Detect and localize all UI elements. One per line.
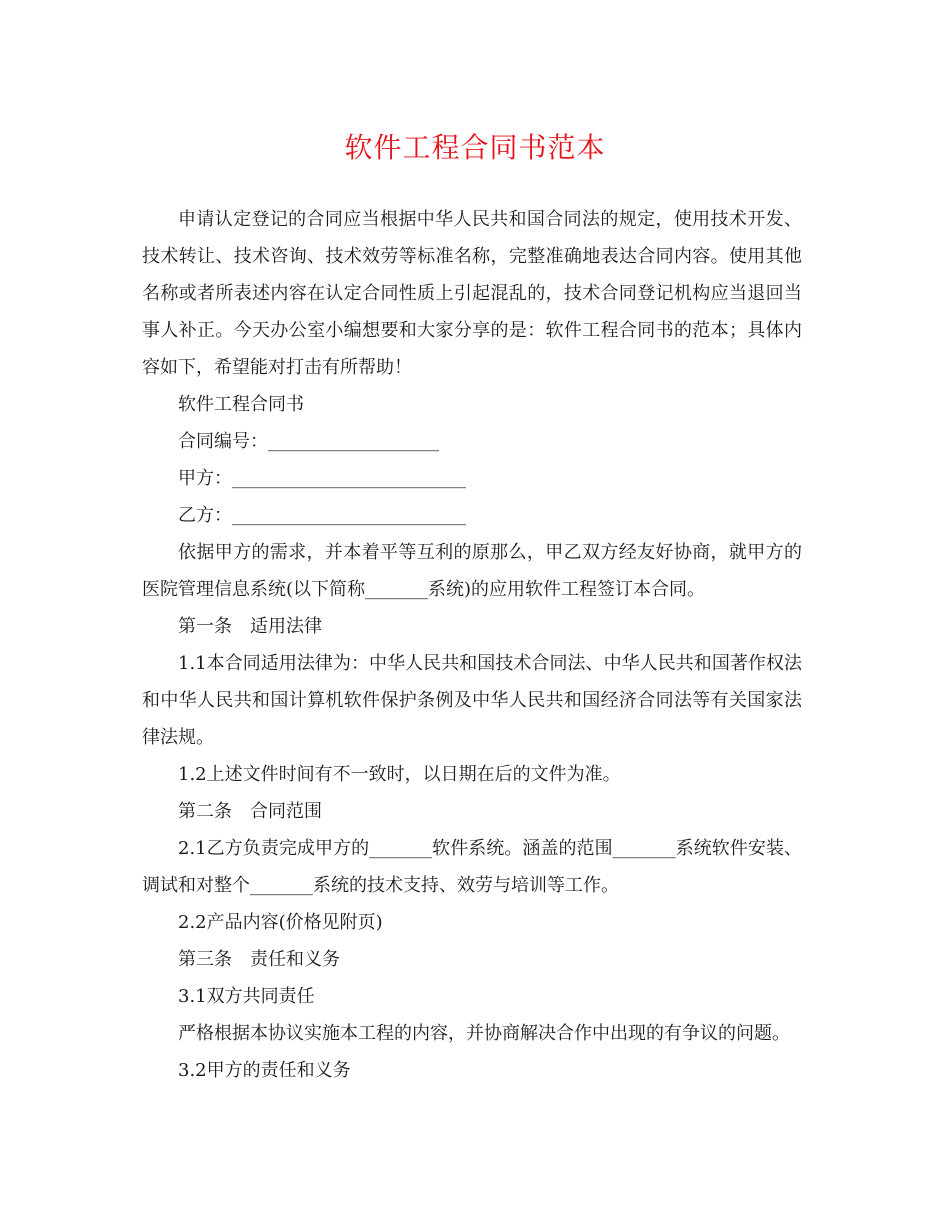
clause-3-1-text: 严格根据本协议实施本工程的内容，并协商解决合作中出现的有争议的问题。 [178, 1023, 790, 1044]
clause-2-1: 2.1乙方负责完成甲方的_______软件系统。涵盖的范围_______系统软件安装、调试和对整个_______系统的技术支持、效劳与培训等工作。 [142, 838, 802, 896]
clause-1-2: 1.2上述文件时间有不一致时，以日期在后的文件为准。 [178, 764, 621, 785]
contract-name-line: 软件工程合同书 [178, 394, 304, 415]
clause-3-1: 3.1双方共同责任 [178, 986, 315, 1007]
party-b-line: 乙方：__________________________ [178, 505, 466, 526]
preamble-paragraph: 依据甲方的需求，并本着平等互利的原那么，甲乙双方经友好协商，就甲方的医院管理信息系统(以下简称_______系统)的应用软件工程签订本合同。 [142, 542, 802, 600]
contract-number-line: 合同编号：___________________ [178, 431, 439, 452]
article-2-heading: 第二条 合同范围 [178, 801, 322, 822]
article-3-heading: 第三条 责任和义务 [178, 949, 340, 970]
document-body [142, 201, 802, 1089]
article-1-heading: 第一条 适用法律 [178, 616, 322, 637]
clause-1-1: 1.1本合同适用法律为：中华人民共和国技术合同法、中华人民共和国著作权法和中华人民共和国计算机软件保护条例及中华人民共和国经济合同法等有关国家法律法规。 [142, 653, 802, 748]
clause-3-2: 3.2甲方的责任和义务 [178, 1060, 351, 1081]
clause-2-2: 2.2产品内容(价格见附页) [178, 912, 383, 933]
document-title: 软件工程合同书范本 [344, 131, 606, 164]
intro-paragraph: 申请认定登记的合同应当根据中华人民共和国合同法的规定，使用技术开发、技术转让、技术咨询、技术效劳等标准名称，完整准确地表达合同内容。使用其他名称或者所表述内容在认定合同性质上引起混乱的，技术合同登记机构应当退回当事人补正。今天办公室小编想要和大家分享的是：软件工程合同书的范本；具体内容如下，希望能对打击有所帮助！ [142, 209, 802, 378]
party-a-line: 甲方：__________________________ [178, 468, 466, 489]
